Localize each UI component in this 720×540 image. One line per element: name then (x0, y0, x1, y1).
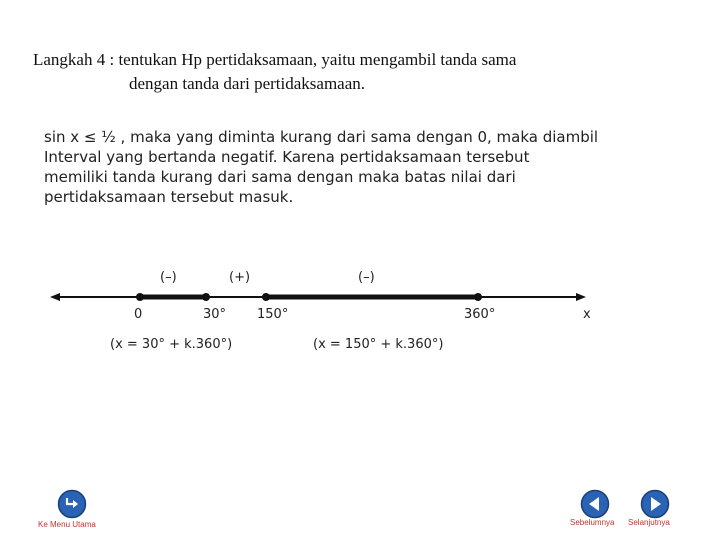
right-triangle-icon (640, 489, 670, 519)
axis-label: x (583, 307, 591, 322)
formula-right: (x = 150° + k.360°) (313, 337, 444, 352)
home-label[interactable]: Ke Menu Utama (38, 520, 96, 529)
sign-label: (+) (229, 270, 251, 285)
paragraph-line: sin x ≤ ½ , maka yang diminta kurang dari sama dengan 0, maka diambil (44, 128, 599, 146)
paragraph-line: pertidaksamaan tersebut masuk. (44, 188, 294, 206)
point-label: 150° (257, 307, 289, 322)
point-label: 360° (464, 307, 496, 322)
point-label: 0 (134, 307, 143, 322)
point-150 (262, 293, 270, 301)
point-0 (136, 293, 144, 301)
axis-right-arrow (576, 293, 586, 301)
heading-line-1: Langkah 4 : tentukan Hp pertidaksamaan, yaitu mengambil tanda sama (33, 50, 517, 69)
home-button[interactable] (57, 489, 87, 519)
axis-left-arrow (50, 293, 60, 301)
return-arrow-icon (57, 489, 87, 519)
previous-label[interactable]: Sebelumnya (570, 518, 615, 527)
previous-button[interactable] (580, 489, 610, 519)
sign-label: (–) (160, 270, 177, 285)
point-360 (474, 293, 482, 301)
next-button[interactable] (640, 489, 670, 519)
left-triangle-icon (580, 489, 610, 519)
formula-left: (x = 30° + k.360°) (110, 337, 233, 352)
next-label[interactable]: Selanjutnya (628, 518, 670, 527)
heading-line-2: dengan tanda dari pertidaksamaan. (129, 74, 366, 93)
point-30 (202, 293, 210, 301)
sign-label: (–) (358, 270, 375, 285)
point-label: 30° (203, 307, 227, 322)
paragraph-line: memiliki tanda kurang dari sama dengan maka batas nilai dari (44, 168, 516, 186)
paragraph-line: Interval yang bertanda negatif. Karena pertidaksamaan tersebut (44, 148, 530, 166)
